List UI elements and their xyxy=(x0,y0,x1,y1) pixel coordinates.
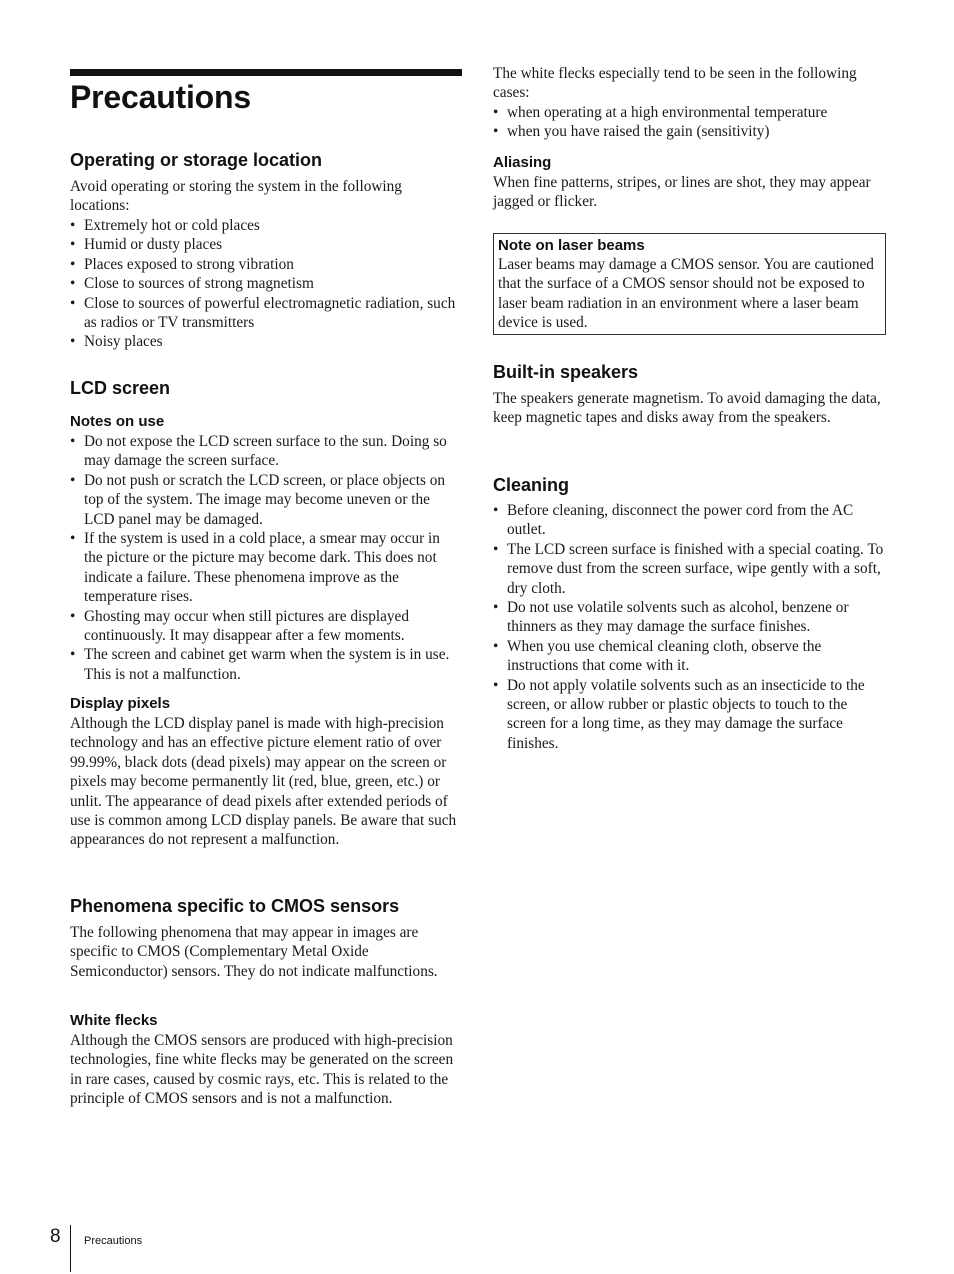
speakers-heading: Built-in speakers xyxy=(493,362,639,382)
list-item: • when operating at a high environmental temperature xyxy=(493,103,886,122)
display-pixels-text: Although the LCD display panel is made with high-precision technology and has an effective picture element ratio of over 99.99%, black dots (dead pixels) may appear on the screen or pixels may become permanently lit (red, blue, green, etc.) or unlit. The appearance of dead pixels after extended periods of use is common among LCD display panels. Be aware that such appearances do not represent a malfunction. xyxy=(70,715,457,849)
aliasing-heading: Aliasing xyxy=(493,154,552,171)
list-item: • Do not expose the LCD screen surface to the sun. Doing so may damage the screen surface. xyxy=(70,432,462,471)
page-title: Precautions xyxy=(70,79,251,115)
title-rule xyxy=(70,69,462,76)
list-item: • Extremely hot or cold places xyxy=(70,216,462,235)
footer-rule xyxy=(70,1225,71,1272)
notes-on-use-heading: Notes on use xyxy=(70,413,165,430)
laser-note-box xyxy=(493,233,886,335)
list-item: • Places exposed to strong vibration xyxy=(70,255,462,274)
notes-on-use-list xyxy=(70,432,462,684)
list-item: • The screen and cabinet get warm when the system is in use. This is not a malfunction. xyxy=(70,645,462,684)
cleaning-heading: Cleaning xyxy=(493,475,570,495)
cmos-heading: Phenomena specific to CMOS sensors xyxy=(70,896,400,916)
white-flecks-continued: The white flecks especially tend to be seen in the following cases: xyxy=(493,65,857,102)
white-flecks-heading: White flecks xyxy=(70,1012,158,1029)
list-item: • When you use chemical cleaning cloth, observe the instructions that come with it. xyxy=(493,637,886,676)
white-flecks-list xyxy=(493,103,886,142)
cmos-intro: The following phenomena that may appear in images are specific to CMOS (Complementary Metal Oxide Semiconductor) sensors. They do not indicate malfunctions. xyxy=(70,924,438,980)
list-item: • Before cleaning, disconnect the power cord from the AC outlet. xyxy=(493,501,886,540)
list-item: • Do not apply volatile solvents such as an insecticide to the screen, or allow rubber or plastic objects to touch to the screen for a long time, as they may damage the surface finishes. xyxy=(493,676,886,754)
list-item: • Do not use volatile solvents such as alcohol, benzene or thinners as they may damage the surface finishes. xyxy=(493,598,886,637)
list-item: • Close to sources of strong magnetism xyxy=(70,274,462,293)
speakers-text: The speakers generate magnetism. To avoid damaging the data, keep magnetic tapes and disks away from the speakers. xyxy=(493,390,881,427)
list-item: • Humid or dusty places xyxy=(70,235,462,254)
lcd-heading: LCD screen xyxy=(70,378,171,398)
laser-note-text: Laser beams may damage a CMOS sensor. You are cautioned that the surface of a CMOS sensor should not be exposed to laser beam radiation in an environment where a laser beam device is used. xyxy=(498,256,874,332)
operating-list xyxy=(70,216,462,352)
white-flecks-text: Although the CMOS sensors are produced with high-precision technologies, fine white flecks may be generated on the screen in rare cases, caused by cosmic rays, etc. This is related to the principle of CMOS sensors and is not a malfunction. xyxy=(70,1032,454,1108)
list-item: • Close to sources of powerful electromagnetic radiation, such as radios or TV transmitters xyxy=(70,294,462,333)
operating-intro: Avoid operating or storing the system in the following locations: xyxy=(70,178,402,215)
laser-note-heading: Note on laser beams xyxy=(498,237,645,254)
list-item: • when you have raised the gain (sensitivity) xyxy=(493,122,886,141)
list-item: • Do not push or scratch the LCD screen, or place objects on top of the system. The image may become uneven or the LCD panel may be damaged. xyxy=(70,471,462,529)
list-item: • Ghosting may occur when still pictures are displayed continuously. It may disappear after a few moments. xyxy=(70,607,462,646)
cleaning-list xyxy=(493,501,886,753)
display-pixels-heading: Display pixels xyxy=(70,695,171,712)
aliasing-text: When fine patterns, stripes, or lines are shot, they may appear jagged or flicker. xyxy=(493,174,871,211)
page-number: 8 xyxy=(50,1226,61,1247)
list-item: • Noisy places xyxy=(70,332,462,351)
list-item: • The LCD screen surface is finished with a special coating. To remove dust from the screen surface, wipe gently with a soft, dry cloth. xyxy=(493,540,886,598)
operating-heading: Operating or storage location xyxy=(70,150,323,170)
list-item: • If the system is used in a cold place, a smear may occur in the picture or the picture may become dark. This does not indicate a failure. These phenomena improve as the temperature rises. xyxy=(70,529,462,607)
footer-label: Precautions xyxy=(84,1235,143,1247)
